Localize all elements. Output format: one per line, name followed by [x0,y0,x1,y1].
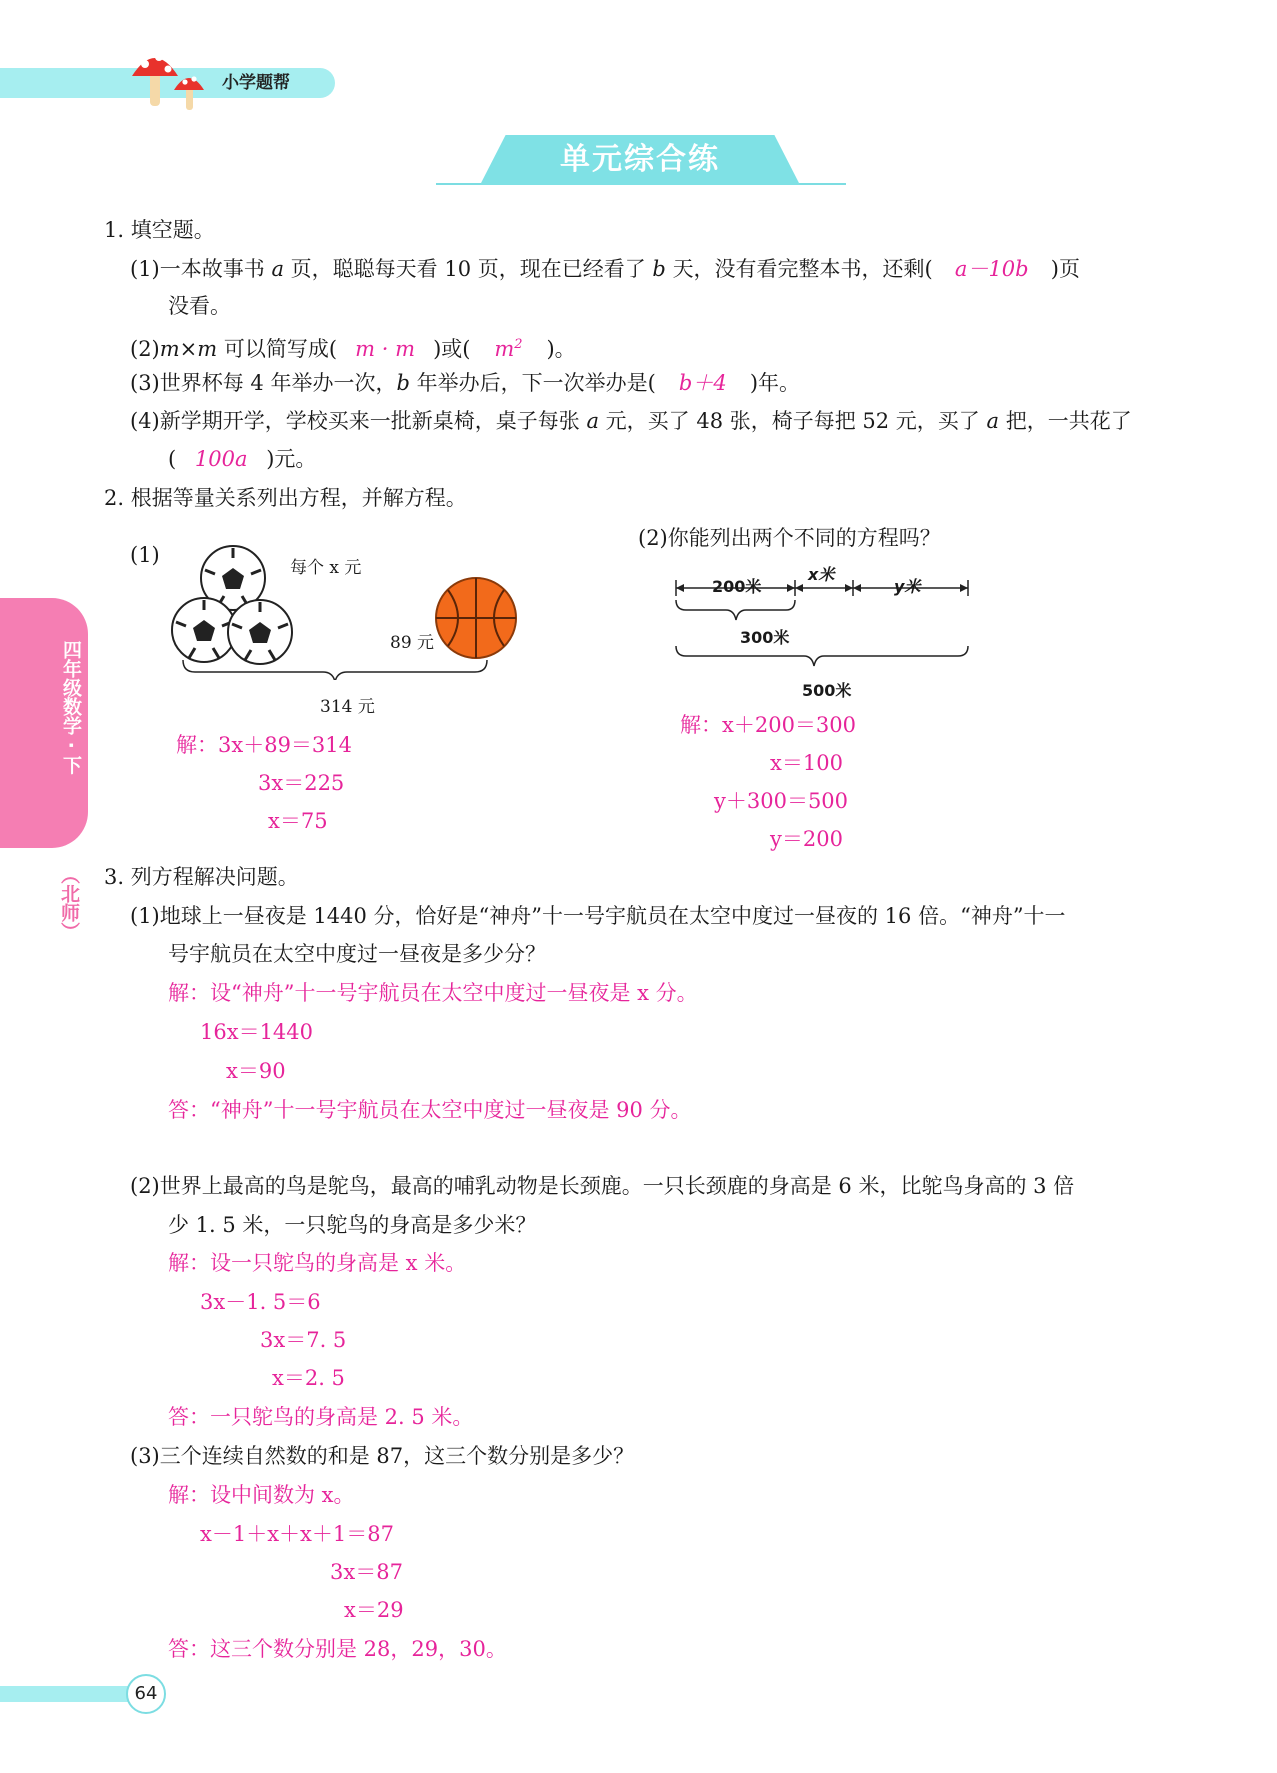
q3-p2-sol-5: 答：一只鸵鸟的身高是 2. 5 米。 [168,1405,474,1429]
q2-part1-solution-1: 解：3x＋89＝314 [176,733,353,757]
football-icon [228,600,292,664]
side-tab-edition: （北师） [58,865,80,941]
q2-part2-solution-3: y＋300＝500 [714,789,849,813]
total-brace [183,660,487,680]
segment-3-label: y米 [894,577,921,596]
q1-p1-answer: a－10b [954,257,1029,281]
q2-part2-question: (2)你能列出两个不同的方程吗？ [638,526,941,550]
q3-p3-sol-2: x－1＋x＋x＋1＝87 [200,1522,394,1546]
q3-heading: 3. 列方程解决问题。 [104,865,299,889]
segment-1-label: 200米 [712,577,762,596]
q3-p2-sol-3: 3x＝7. 5 [260,1328,347,1352]
q1-p3-answer: b＋4 [678,371,727,395]
q3-p1-sol-2: 16x＝1440 [200,1020,314,1044]
q3-p3-line1: (3)三个连续自然数的和是 87，这三个数分别是多少？ [130,1444,635,1468]
q2-part2-solution-4: y＝200 [770,827,843,851]
q3-p3-sol-5: 答：这三个数分别是 28，29，30。 [168,1637,507,1661]
football-icon [172,598,236,662]
q3-p1-line2: 号宇航员在太空中度过一昼夜是多少分？ [168,942,546,966]
q1-p2-answer2: $m^2$ [494,337,523,361]
q1-p2-answer1: m · m [355,337,415,361]
segment-2-label: x米 [808,565,835,584]
brand-label: 小学题帮 [222,73,290,93]
basketball-price-label: 89 元 [390,633,435,653]
q3-p3-sol-3: 3x＝87 [330,1560,403,1584]
q3-p1-line1: (1)地球上一昼夜是 1440 分，恰好是“神舟”十一号宇航员在太空中度过一昼夜的 16 倍。“神舟”十一 [130,904,1066,928]
q1-p3: (3)世界杯每 4 年举办一次，b 年举办后，下一次举办是( b＋4 )年。 [130,368,800,398]
total-price-label: 314 元 [320,697,375,717]
each-price-label: 每个 x 元 [290,558,362,578]
mushroom-icon [128,42,208,114]
q1-p2: (2)m×m 可以简写成( m · m )或( $m^2$ )。 [130,330,576,364]
q3-p2-sol-1: 解：设一只鸵鸟的身高是 x 米。 [168,1251,467,1275]
q3-p2-line2: 少 1. 5 米，一只鸵鸟的身高是多少米？ [168,1213,537,1237]
q2-part2-solution-1: 解：x＋200＝300 [680,713,857,737]
q1-p4-line1: (4)新学期开学，学校买来一批新桌椅，桌子每张 a 元，买了 48 张，椅子每把 52 元，买了 a 把，一共花了 [130,409,1132,433]
q1-heading: 1. 填空题。 [104,218,215,242]
side-tab-grade: 四年级数学 · 下 [60,640,82,775]
q3-p2-line1: (2)世界上最高的鸟是鸵鸟，最高的哺乳动物是长颈鹿。一只长颈鹿的身高是 6 米，比鸵鸟身高的 3 倍 [130,1174,1075,1198]
sum-500-label: 500米 [802,681,852,700]
q3-p1-sol-1: 解：设“神舟”十一号宇航员在太空中度过一昼夜是 x 分。 [168,981,698,1005]
q2-part2-solution-2: x＝100 [770,751,843,775]
q2-heading: 2. 根据等量关系列出方程，并解方程。 [104,486,467,510]
q3-p3-sol-4: x＝29 [344,1598,404,1622]
sum-300-label: 300米 [740,628,790,647]
q3-p2-sol-2: 3x－1. 5＝6 [200,1290,321,1314]
q3-p1-sol-4: 答：“神舟”十一号宇航员在太空中度过一昼夜是 90 分。 [168,1098,692,1122]
basketball-icon [436,578,516,658]
q2-part1-label: (1) [130,543,160,567]
page-number: 64 [134,1683,158,1704]
q2-part1-solution-3: x＝75 [268,809,328,833]
q1-p4-line2: ( 100a )元。 [168,444,316,474]
q2-part1-solution-2: 3x＝225 [258,771,345,795]
q1-p1-line2: 没看。 [168,294,231,318]
q1-p4-answer: 100a [194,447,248,471]
q3-p3-sol-1: 解：设中间数为 x。 [168,1483,355,1507]
footer-band [0,1686,140,1702]
page-title: 单元综合练 [560,142,720,177]
q3-p1-sol-3: x＝90 [226,1059,286,1083]
q3-p2-sol-4: x＝2. 5 [272,1366,345,1390]
q1-p1-line1: (1)一本故事书 a 页，聪聪每天看 10 页，现在已经看了 b 天，没有看完整本书，还剩( a－10b )页 [130,254,1080,284]
